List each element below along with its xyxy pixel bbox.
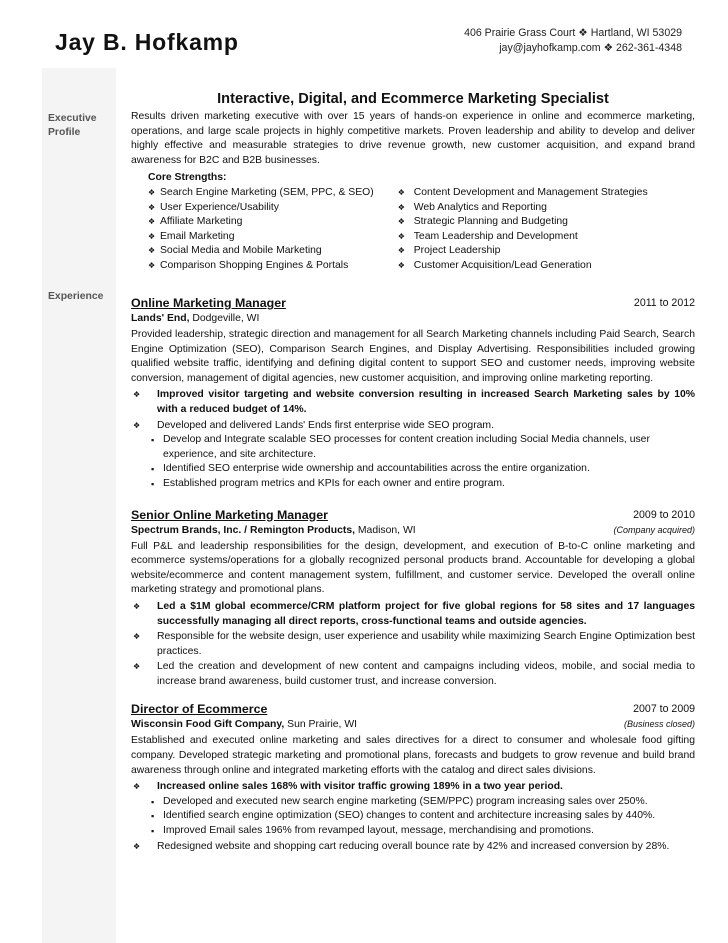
job-entry bbox=[131, 508, 695, 690]
strength-item bbox=[398, 215, 695, 230]
strength-text: Search Engine Marketing (SEM, PPC, & SEO) bbox=[160, 186, 374, 198]
strength-item bbox=[148, 259, 398, 274]
strength-item bbox=[148, 244, 398, 259]
company-name: Wisconsin Food Gift Company, bbox=[131, 719, 285, 731]
diamond-bullet-icon: ❖ bbox=[148, 231, 156, 241]
company-note: (Company acquired) bbox=[613, 524, 695, 535]
job-title: Director of Ecommerce bbox=[131, 702, 268, 717]
achievement-text: Improved visitor targeting and website conversion resulting in increased Search Marketing sales by 10% with a reduced budget of 14%. bbox=[157, 389, 695, 415]
diamond-bullet-icon: ❖ bbox=[133, 841, 141, 851]
sub-achievements bbox=[151, 433, 695, 491]
company-location: Madison, WI bbox=[355, 524, 416, 536]
company-location: Sun Prairie, WI bbox=[284, 719, 358, 731]
executive-profile bbox=[131, 110, 695, 274]
diamond-bullet-icon: ❖ bbox=[148, 187, 156, 197]
sub-achievement-item: ▪ Develop and Integrate scalable SEO processes for content creation including Social Media channels, user experience, and site architecture. bbox=[151, 433, 695, 462]
achievement-item bbox=[131, 419, 695, 434]
strength-text: Affiliate Marketing bbox=[160, 216, 243, 228]
diamond-bullet-icon: ❖ bbox=[397, 231, 405, 241]
strength-text: Project Leadership bbox=[413, 245, 501, 257]
job-entry bbox=[131, 702, 695, 854]
sub-achievement-item: ▪ Established program metrics and KPIs for each owner and entire program. bbox=[151, 477, 695, 492]
diamond-bullet-icon: ❖ bbox=[133, 601, 141, 611]
achievement-item bbox=[131, 630, 695, 659]
sub-achievement-item: ▪ Identified SEO enterprise wide ownership and accountabilities across the entire organization. bbox=[151, 462, 695, 477]
strength-text: Web Analytics and Reporting bbox=[413, 201, 547, 213]
strength-item bbox=[148, 186, 398, 201]
job-years: 2007 to 2009 bbox=[633, 703, 695, 716]
core-strengths-left bbox=[148, 186, 398, 274]
core-strengths-right bbox=[398, 186, 695, 274]
job-title: Senior Online Marketing Manager bbox=[131, 507, 328, 522]
diamond-bullet-icon: ❖ bbox=[397, 187, 405, 197]
achievement-item bbox=[131, 840, 695, 855]
job-entry bbox=[131, 296, 695, 492]
diamond-bullet-icon: ❖ bbox=[133, 420, 141, 430]
profile-headline: Interactive, Digital, and Ecommerce Marketing Specialist bbox=[217, 91, 609, 107]
achievement-text: Responsible for the website design, user experience and usability while maximizing Search Engine Optimization best practices. bbox=[157, 631, 695, 657]
resume-header bbox=[0, 0, 728, 68]
company-location: Dodgeville, WI bbox=[189, 313, 260, 324]
company-line bbox=[131, 717, 695, 732]
strength-item bbox=[398, 259, 695, 274]
diamond-bullet-icon: ❖ bbox=[148, 246, 156, 256]
achievement-item bbox=[131, 780, 695, 795]
diamond-bullet-icon: ❖ bbox=[397, 217, 405, 227]
strength-item bbox=[148, 201, 398, 216]
email-phone-line: jay@jayhofkamp.com ❖ 262-361-4348 bbox=[499, 42, 682, 54]
job-header bbox=[131, 508, 695, 523]
achievement-text: Led the creation and development of new content and campaigns including videos, mobile, and social media to increase brand awareness, build customer trust, and increase conversion. bbox=[157, 661, 695, 687]
profile-summary: Results driven marketing executive with over 15 years of hands-on experience in online and ecommerce marketing, operations, and large scale projects in highly competitive markets. Proven leadership and ability to develop and deliver highly effective and measurable strategies to drive revenue growth, new customer acquisition, and expand brand awareness for B2C and B2B businesses. bbox=[131, 111, 695, 166]
diamond-bullet-icon: ❖ bbox=[397, 260, 405, 270]
strength-text: Customer Acquisition/Lead Generation bbox=[413, 259, 592, 271]
experience-section bbox=[131, 296, 695, 854]
job-description: Full P&L and leadership responsibilities for the design, development, and execution of B-to-C online marketing and ecommerce systems/operations for a globally recognized personal products brand. Accountable for developing a global website/ecommerce and content management system, fulfillment, and customer service. Developed the overall online marketing strategy and promotional plans. bbox=[131, 540, 695, 596]
strength-item bbox=[398, 186, 695, 201]
company-name: Spectrum Brands, Inc. / Remington Products, bbox=[131, 524, 356, 536]
section-label-experience: Experience bbox=[48, 291, 104, 302]
diamond-bullet-icon: ❖ bbox=[397, 202, 405, 212]
contact-block bbox=[464, 26, 682, 56]
strength-text: Email Marketing bbox=[160, 230, 235, 242]
strength-item bbox=[398, 201, 695, 216]
core-strengths bbox=[148, 186, 695, 274]
strength-item bbox=[398, 230, 695, 245]
strength-text: Strategic Planning and Budgeting bbox=[413, 216, 568, 228]
achievement-item bbox=[131, 388, 695, 417]
diamond-bullet-icon: ❖ bbox=[133, 782, 141, 792]
strength-item bbox=[148, 215, 398, 230]
sub-achievements bbox=[151, 795, 695, 839]
achievement-text: Led a $1M global ecommerce/CRM platform project for five global regions for 58 sites and 17 languages successfully managing all direct reports, cross-functional teams and outside agencies. bbox=[157, 600, 695, 627]
diamond-bullet-icon: ❖ bbox=[133, 662, 141, 672]
diamond-bullet-icon: ❖ bbox=[133, 390, 141, 400]
job-years: 2011 to 2012 bbox=[633, 297, 695, 309]
sub-achievement-item: ▪ Identified search engine optimization (SEO) changes to content and architecture increasing sales by 440%. bbox=[151, 809, 695, 824]
strength-text: User Experience/Usability bbox=[160, 201, 279, 213]
job-description: Established and executed online marketing and sales directives for a direct to consumer and wholesale food gifting company. Developed strategic marketing and promotional plans, forecasts and budgets to grow revenue and build brand awareness through online and integrated marketing efforts with the catalog and direct sales divisions. bbox=[131, 735, 695, 776]
strength-text: Social Media and Mobile Marketing bbox=[160, 245, 322, 257]
strength-text: Team Leadership and Development bbox=[413, 230, 578, 242]
achievement-text: Developed and delivered Lands' Ends first enterprise wide SEO program. bbox=[157, 419, 494, 431]
company-line bbox=[131, 523, 695, 538]
strength-item bbox=[398, 244, 695, 259]
job-achievements bbox=[131, 388, 695, 491]
achievement-text: Redesigned website and shopping cart reducing overall bounce rate by 42% and increased conversion by 28%. bbox=[157, 840, 670, 852]
section-label-executive: Executive bbox=[48, 113, 97, 124]
job-header bbox=[131, 296, 695, 311]
job-description: Provided leadership, strategic direction and management for all Search Marketing channels including Paid Search, Search Engine Optimization (SEO), Comparison Search Engines, and Display Advertising. Responsibilities included growing qualified website traffic, identifying and defining digital content to support SEO and customer needs, improving website conversion, management of digital agencies, new customer acquisition, and improving online marketing reporting. bbox=[131, 329, 695, 384]
candidate-name: Jay B. Hofkamp bbox=[55, 29, 239, 55]
company-name: Lands' End, bbox=[131, 313, 190, 324]
achievement-text: Increased online sales 168% with visitor traffic growing 189% in a two year period. bbox=[157, 781, 563, 793]
address-line: 406 Prairie Grass Court ❖ Hartland, WI 53029 bbox=[464, 27, 682, 39]
diamond-bullet-icon: ❖ bbox=[133, 632, 141, 642]
core-strengths-title: Core Strengths: bbox=[148, 172, 227, 184]
diamond-bullet-icon: ❖ bbox=[397, 246, 405, 256]
achievement-item bbox=[131, 600, 695, 629]
company-line bbox=[131, 311, 695, 326]
job-achievements bbox=[131, 600, 695, 690]
section-sidebar bbox=[42, 68, 116, 943]
sub-achievement-item: ▪ Developed and executed new search engine marketing (SEM/PPC) program increasing sales over 250%. bbox=[151, 795, 695, 810]
diamond-bullet-icon: ❖ bbox=[148, 260, 156, 270]
job-header bbox=[131, 702, 695, 717]
job-title: Online Marketing Manager bbox=[131, 296, 286, 310]
achievement-item bbox=[131, 660, 695, 689]
sub-achievement-item: ▪ Improved Email sales 196% from revamped layout, message, merchandising and promotions. bbox=[151, 824, 695, 839]
strength-item bbox=[148, 230, 398, 245]
job-years: 2009 to 2010 bbox=[633, 508, 695, 521]
strength-text: Content Development and Management Strategies bbox=[413, 186, 648, 198]
diamond-bullet-icon: ❖ bbox=[148, 217, 156, 227]
diamond-bullet-icon: ❖ bbox=[148, 202, 156, 212]
job-achievements bbox=[131, 780, 695, 854]
company-note: (Business closed) bbox=[623, 719, 695, 730]
strength-text: Comparison Shopping Engines & Portals bbox=[160, 259, 349, 271]
section-label-profile: Profile bbox=[48, 127, 81, 138]
